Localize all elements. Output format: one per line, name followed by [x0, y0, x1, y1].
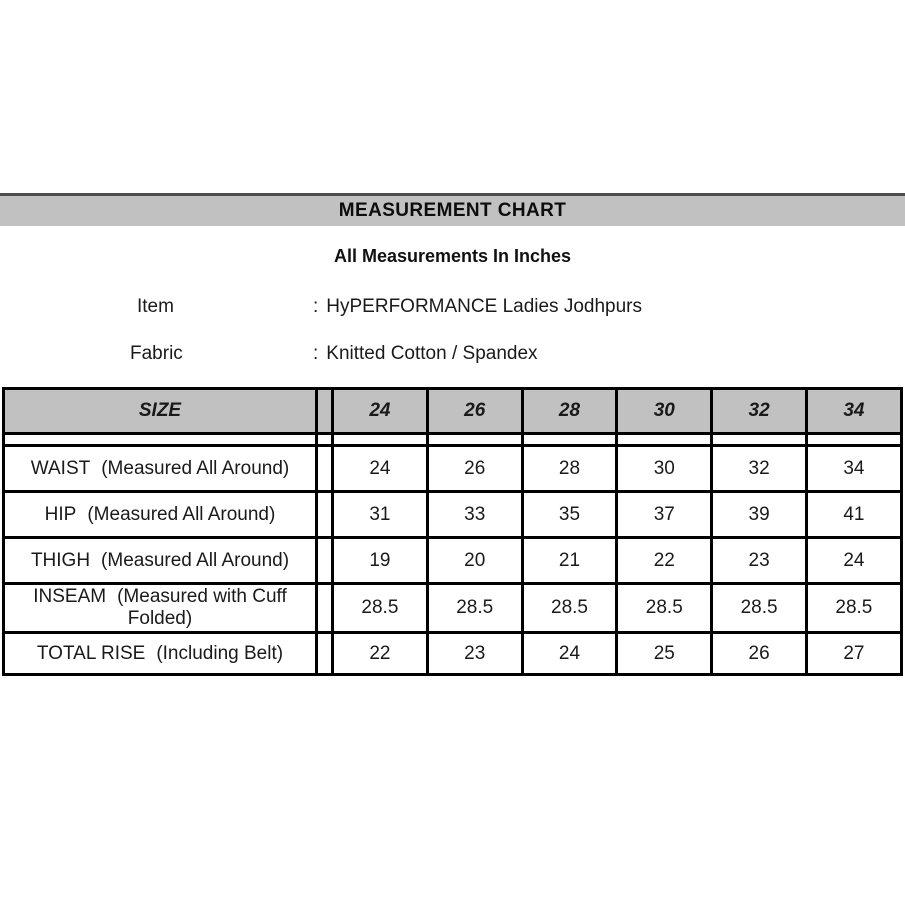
page-title: MEASUREMENT CHART	[338, 200, 567, 221]
spacer-cell	[712, 434, 807, 446]
value-cell: 28.5	[617, 584, 712, 633]
row-label-cell	[4, 446, 317, 492]
spacer-cell	[333, 434, 428, 446]
row-label-cell	[4, 538, 317, 584]
value-cell: 39	[712, 492, 807, 538]
row-label: WAIST	[30, 457, 91, 479]
value-cell: 27	[806, 633, 901, 675]
row-note: (Measured All Around)	[101, 457, 290, 479]
value-cell: 28.5	[712, 584, 807, 633]
value-cell: 28.5	[427, 584, 522, 633]
table-row-waist	[4, 446, 902, 492]
row-label-cell	[4, 633, 317, 675]
size-col-header-34: 34	[806, 389, 901, 434]
spacer-cell	[617, 434, 712, 446]
fabric-separator: :	[313, 343, 319, 364]
value-cell: 28.5	[333, 584, 428, 633]
value-cell: 24	[806, 538, 901, 584]
row-label-cell	[4, 492, 317, 538]
size-col-header-30: 30	[617, 389, 712, 434]
value-cell: 26	[712, 633, 807, 675]
fabric-label: Fabric	[130, 343, 183, 364]
row-note: (Including Belt)	[156, 642, 284, 664]
spacer-cell	[317, 492, 333, 538]
spacer-cell	[427, 434, 522, 446]
size-chart-table	[2, 387, 903, 676]
value-cell: 31	[333, 492, 428, 538]
spacer-cell	[317, 584, 333, 633]
spacer-cell	[806, 434, 901, 446]
table-row-thigh	[4, 538, 902, 584]
value-cell: 28.5	[806, 584, 901, 633]
spacer-cell	[522, 434, 617, 446]
row-note: (Measured All Around)	[101, 549, 290, 571]
size-col-header-24: 24	[333, 389, 428, 434]
item-value: HyPERFORMANCE Ladies Jodhpurs	[326, 296, 642, 317]
table-row-total-rise	[4, 633, 902, 675]
value-cell: 33	[427, 492, 522, 538]
item-value-line	[313, 296, 642, 318]
value-cell: 19	[333, 538, 428, 584]
value-cell: 23	[712, 538, 807, 584]
row-note: (Measured with Cuff Folded)	[117, 586, 287, 629]
value-cell: 21	[522, 538, 617, 584]
spacer-cell	[317, 538, 333, 584]
table-row-inseam	[4, 584, 902, 633]
value-cell: 30	[617, 446, 712, 492]
value-cell: 23	[427, 633, 522, 675]
size-header-row	[4, 389, 902, 434]
size-col-header-28: 28	[522, 389, 617, 434]
value-cell: 28	[522, 446, 617, 492]
value-cell: 37	[617, 492, 712, 538]
value-cell: 24	[522, 633, 617, 675]
value-cell: 41	[806, 492, 901, 538]
size-col-header-26: 26	[427, 389, 522, 434]
row-note: (Measured All Around)	[87, 503, 276, 525]
fabric-value: Knitted Cotton / Spandex	[326, 343, 538, 364]
size-header-label: SIZE	[4, 389, 317, 434]
value-cell: 22	[617, 538, 712, 584]
item-label: Item	[137, 296, 174, 317]
row-label: HIP	[44, 503, 77, 525]
value-cell: 20	[427, 538, 522, 584]
value-cell: 28.5	[522, 584, 617, 633]
value-cell: 35	[522, 492, 617, 538]
measurement-chart-banner	[0, 193, 905, 226]
value-cell: 25	[617, 633, 712, 675]
row-label-cell	[4, 584, 317, 633]
spacer-cell	[4, 434, 317, 446]
spacer-cell	[317, 446, 333, 492]
spacer-column-header	[317, 389, 333, 434]
value-cell: 22	[333, 633, 428, 675]
subtitle: All Measurements In Inches	[333, 246, 572, 266]
value-cell: 34	[806, 446, 901, 492]
size-col-header-32: 32	[712, 389, 807, 434]
value-cell: 26	[427, 446, 522, 492]
row-label: INSEAM	[33, 586, 107, 608]
fabric-value-line	[313, 343, 538, 365]
spacer-cell	[317, 633, 333, 675]
row-label: TOTAL RISE	[36, 642, 146, 664]
spacer-cell	[317, 434, 333, 446]
table-row-hip	[4, 492, 902, 538]
value-cell: 32	[712, 446, 807, 492]
row-label: THIGH	[30, 549, 91, 571]
value-cell: 24	[333, 446, 428, 492]
item-separator: :	[313, 296, 319, 317]
spacer-row	[4, 434, 902, 446]
